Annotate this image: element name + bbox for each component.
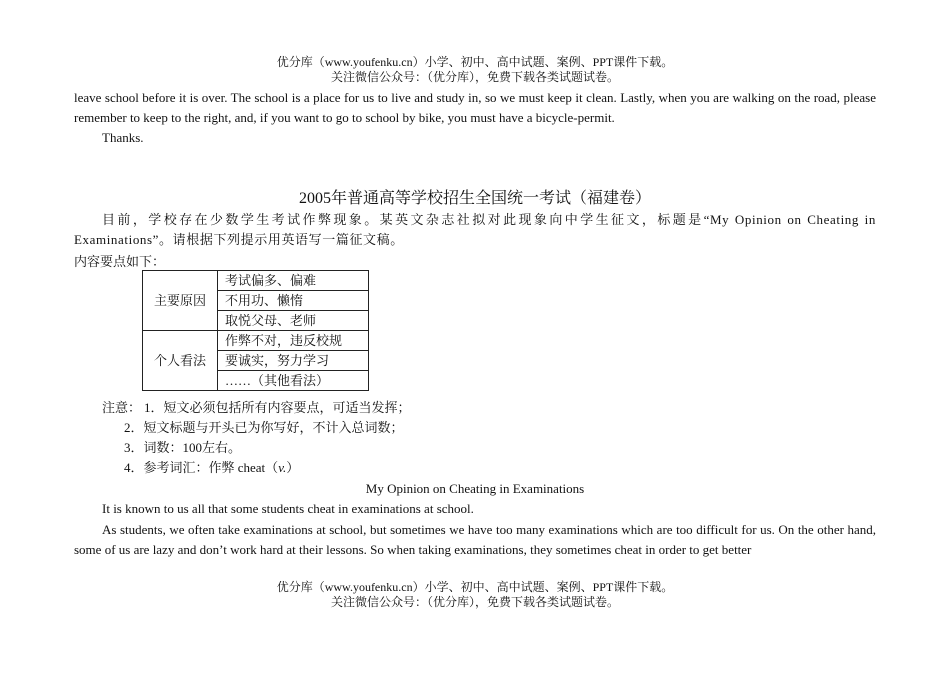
points-label: 内容要点如下： (74, 254, 166, 269)
point-cell: 作弊不对，违反校规 (218, 331, 369, 351)
note-vocab-suffix: ） (286, 460, 300, 475)
point-cell: ……（其他看法） (218, 371, 369, 391)
page-footer-line1: 优分库（www.youfenku.cn）小学、初中、高中试题、案例、PPT课件下载。 (276, 580, 674, 594)
page-footer-line2: 关注微信公众号：（优分库），免费下载各类试题试卷。 (330, 595, 619, 609)
table-row (143, 271, 369, 291)
category-cell: 主要原因 (143, 271, 218, 331)
point-cell: 要诚实，努力学习 (218, 351, 369, 371)
note-item: 3．词数：100左右。 (124, 440, 242, 455)
notes-label: 注意： (102, 400, 142, 415)
point-cell: 不用功、懒惰 (218, 291, 369, 311)
previous-passage-thanks: Thanks. (102, 130, 144, 145)
note-item-vocabulary (124, 458, 299, 478)
exam-intro: 目前，学校存在少数学生考试作弊现象。某英文杂志社拟对此现象向中学生征文，标题是“My Opinion on Cheating in Examinations”。请根据下列提示用英语写一篇征文稿。 (74, 212, 876, 247)
page-header-line2: 关注微信公众号：（优分库），免费下载各类试题试卷。 (330, 70, 619, 84)
point-cell: 考试偏多、偏难 (218, 271, 369, 291)
category-cell: 个人看法 (143, 331, 218, 391)
exam-title: 2005年普通高等学校招生全国统一考试（福建卷） (298, 190, 651, 207)
note-item: 2．短文标题与开头已为你写好，不计入总词数； (124, 420, 404, 435)
essay-paragraph-2: As students, we often take examinations at school, but sometimes we have too many examinations which are too difficult for us. On the other hand, some of us are lazy and don’t work hard at their lessons. So when taking examinations, they sometimes cheat in order to get better (74, 522, 876, 557)
point-cell: 取悦父母、老师 (218, 311, 369, 331)
page-header-line1: 优分库（www.youfenku.cn）小学、初中、高中试题、案例、PPT课件下载。 (276, 55, 674, 69)
essay-title: My Opinion on Cheating in Examinations (365, 481, 585, 496)
note-vocab-pos: v. (278, 460, 287, 475)
essay-paragraph-1: It is known to us all that some students cheat in examinations at school. (102, 501, 474, 516)
previous-passage-text: leave school before it is over. The school is a place for us to live and study in, so we must keep it clean. Lastly, when you are walking on the road, please remember to keep to the right, and, if you want to go to school by bike, you must have a bicycle-permit. (74, 90, 876, 125)
note-item: 1．短文必须包括所有内容要点，可适当发挥； (144, 400, 411, 415)
note-vocab-prefix: 4．参考词汇：作弊 cheat（ (124, 460, 279, 475)
content-points-table (142, 270, 369, 391)
table-row (143, 331, 369, 351)
